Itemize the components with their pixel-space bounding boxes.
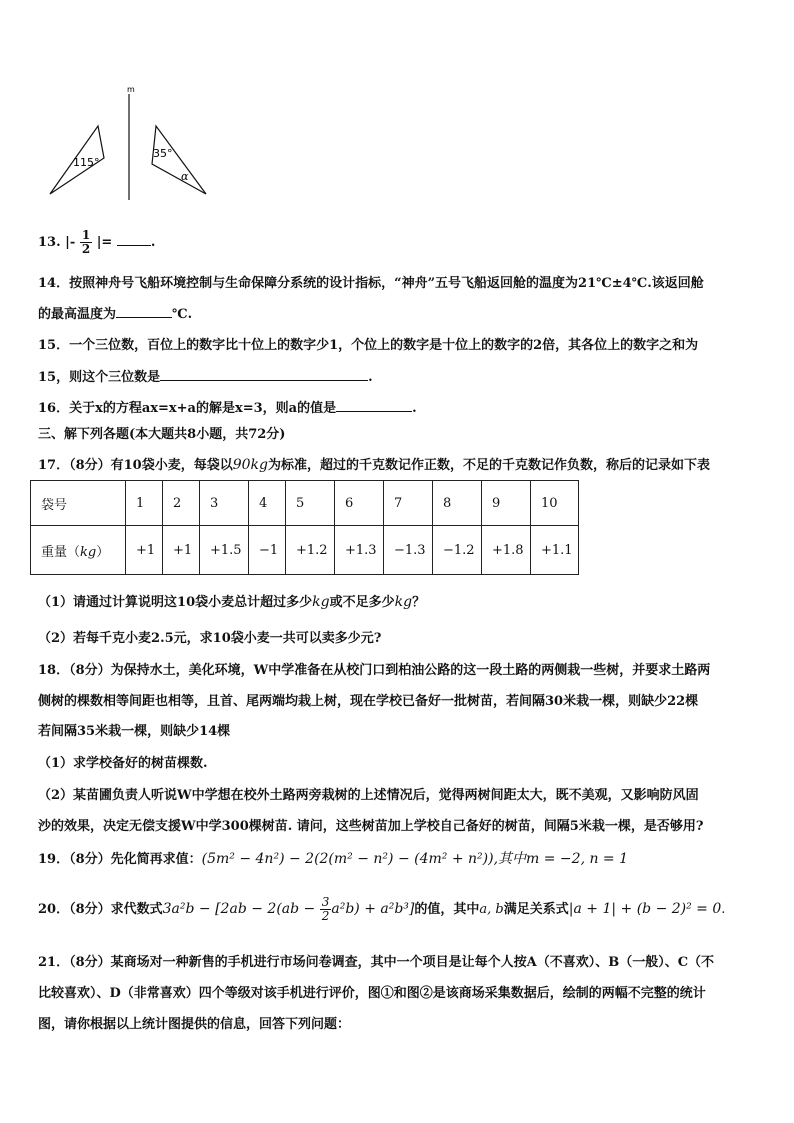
angle-alpha-label: α	[181, 170, 189, 183]
q13-number: 13.	[38, 235, 61, 250]
q17-standard-weight: 90kg	[232, 457, 268, 473]
question-13	[38, 229, 155, 256]
q17-table	[30, 480, 579, 575]
q18-sub1: （1）求学校备好的树苗棵数.	[38, 756, 208, 771]
triangle-diagram	[40, 84, 220, 202]
q14-line1: 14．按照神舟号飞船环境控制与生命保障分系统的设计指标，“神舟”五号飞船返回舱的温度为21℃±4℃.该返回舱	[38, 276, 704, 291]
q13-frac-den: 2	[81, 242, 91, 256]
angle-115-label: 115°	[73, 156, 100, 169]
question-19	[38, 848, 628, 868]
table-cell: +1.2	[286, 526, 335, 575]
table-cell: −1.2	[433, 526, 482, 575]
q13-answer-blank[interactable]	[117, 233, 151, 246]
table-cell: −1	[249, 526, 286, 575]
q21-line1: 21．（8分）某商场对一种新售的手机进行市场问卷调查，其中一个项目是让每个人按A（不喜欢）、B（一般）、C（不	[38, 955, 715, 970]
table-cell: 7	[384, 481, 433, 526]
q20-expr-b: a²b) + a²b³]	[331, 901, 415, 917]
q19-label: 19．（8分）先化简再求值：	[38, 852, 202, 867]
q19-expression: (5m² − 4n²) − 2(2(m² − n²) − (4m² + n²)),其中m = −2, n = 1	[201, 851, 629, 867]
q20-middle: 的值，其中	[414, 902, 480, 917]
q21-line3: 图，请你根据以上统计图提供的信息，回答下列问题：	[38, 1017, 351, 1032]
q15-end: .	[368, 370, 373, 385]
line-m-label: m	[127, 85, 135, 94]
q18-line3: 若间隔35米栽一棵，则缺少14棵	[38, 724, 231, 739]
q16-text: 16．关于x的方程ax=x+a的解是x=3，则a的值是	[38, 401, 337, 416]
triangle-figure	[40, 84, 220, 202]
q14-line2-text: 的最高温度为	[38, 307, 117, 322]
table-cell: 10	[531, 481, 579, 526]
table-cell: 袋号	[31, 481, 126, 526]
angle-35-label: 35°	[153, 147, 173, 160]
table-cell: 1	[126, 481, 163, 526]
q20-condition: |a + 1| + (b − 2)² = 0	[568, 901, 722, 917]
section-3-heading: 三、解下列各题(本大题共8小题，共72分)	[38, 427, 286, 442]
table-cell: +1	[163, 526, 200, 575]
q18-line1: 18．（8分）为保持水土，美化环境，W中学准备在从校门口到柏油公路的这一段土路的两侧栽一些树，并要求土路两	[38, 663, 711, 678]
q15-line1: 15．一个三位数，百位上的数字比十位上的数字少1，个位上的数字是十位上的数字的2倍，其各位上的数字之和为	[38, 338, 699, 353]
q13-abs-right: |=	[96, 235, 113, 250]
table-cell: +1.5	[200, 526, 249, 575]
table-cell: 8	[433, 481, 482, 526]
q18-sub2-line1: （2）某苗圃负责人听说W中学想在校外土路两旁栽树的上述情况后，觉得两树间距太大，既不美观，又影响防风固	[38, 788, 699, 803]
table-cell: 3	[200, 481, 249, 526]
q17-intro-a: 17．（8分）有10袋小麦，每袋以	[38, 458, 233, 473]
table-row	[31, 526, 579, 575]
q20-cond-label: 满足关系式	[503, 902, 569, 917]
q14-unit: ℃.	[172, 307, 193, 322]
q18-sub2-line2: 沙的效果，决定无偿支援W中学300棵树苗. 请问，这些树苗加上学校自己备好的树苗，间隔5米栽一棵，是否够用?	[38, 819, 704, 834]
table-cell: +1.8	[482, 526, 531, 575]
q16-end: .	[412, 401, 417, 416]
q21-line2: 比较喜欢）、D（非常喜欢）四个等级对该手机进行评价，图①和图②是该商场采集数据后，绘制的两幅不完整的统计	[38, 986, 706, 1001]
table-cell: 重量（kg）	[31, 526, 126, 575]
table-cell: 6	[335, 481, 384, 526]
table-cell: 4	[249, 481, 286, 526]
table-cell: 2	[163, 481, 200, 526]
q13-fraction	[80, 229, 92, 256]
q13-end: .	[150, 235, 156, 250]
table-cell: 5	[286, 481, 335, 526]
q17-intro	[38, 454, 710, 473]
q20-label: 20．（8分）求代数式	[38, 902, 163, 917]
q18-line2: 侧树的棵数相等间距也相等，且首、尾两端均栽上树，现在学校已备好一批树苗，若间隔30米栽一棵，则缺少22棵	[38, 694, 699, 709]
q20-expr-a: 3a²b − [2ab − 2(ab −	[162, 901, 320, 917]
question-20: 20．（8分）求代数式3a²b − [2ab − 2(ab − $\frac{3}{2}$ a²b) + a²b³]的值，其中a, b满足关系式|a + 1| + (b − 2)² = 0.	[38, 895, 726, 923]
q15-line2-text: 15，则这个三位数是	[38, 370, 161, 385]
q20-fraction: $\frac{3}{2}$	[321, 895, 330, 923]
table-cell: −1.3	[384, 526, 433, 575]
q17-intro-c: 为标准，超过的千克数记作正数，不足的千克数记作负数，称后的记录如下表	[268, 458, 711, 473]
table-cell: +1.1	[531, 526, 579, 575]
q15-answer-blank[interactable]	[160, 368, 368, 381]
table-row	[31, 481, 579, 526]
q20-ab: a, b	[479, 902, 504, 917]
q16-answer-blank[interactable]	[336, 399, 412, 412]
q15-line2	[38, 366, 373, 385]
question-16	[38, 397, 417, 416]
q13-frac-num: 1	[81, 228, 91, 242]
q14-line2	[38, 303, 192, 322]
table-cell: 9	[482, 481, 531, 526]
q13-abs-left: |-	[65, 235, 76, 250]
table-cell: +1	[126, 526, 163, 575]
q17-sub2: （2）若每千克小麦2.5元，求10袋小麦一共可以卖多少元?	[38, 631, 382, 646]
q17-sub1: （1）请通过计算说明这10袋小麦总计超过多少kg或不足多少kg？	[38, 594, 426, 610]
q14-answer-blank[interactable]	[116, 305, 172, 318]
right-triangle	[152, 126, 206, 194]
table-cell: +1.3	[335, 526, 384, 575]
